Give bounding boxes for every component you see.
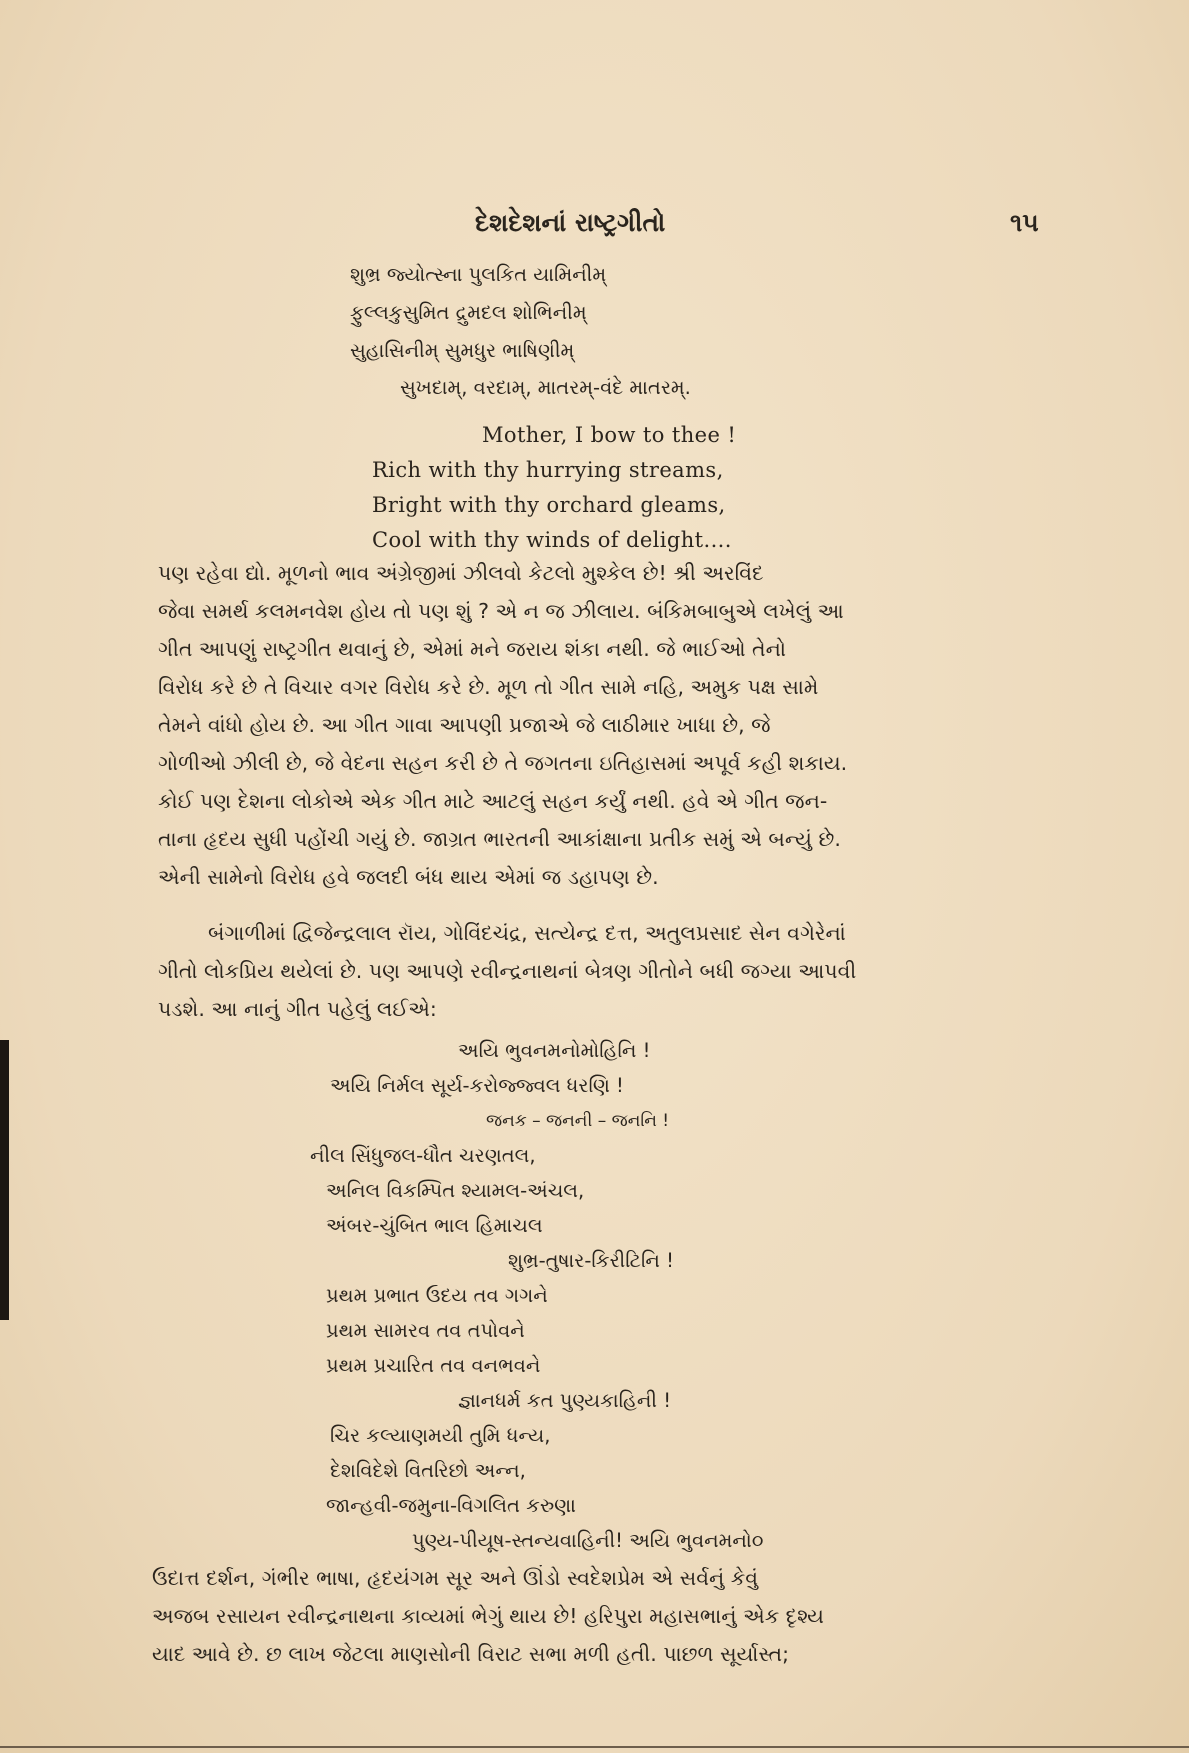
english-verse-line: Bright with thy orchard gleams, [372, 493, 726, 517]
page-number: ૧૫ [1010, 208, 1039, 237]
english-verse-line: Mother, I bow to thee ! [482, 423, 737, 447]
paragraph-line: જેવા સમર્થ કલમનવેશ હોય તો પણ શું ? એ ન જ ઝીલાય. બંકિમબાબુએ લખેલું આ [158, 599, 844, 623]
bottom-rule [0, 1746, 1189, 1748]
song-line: પ્રથમ સામરવ તવ તપોવને [326, 1319, 525, 1342]
song-line: પ્રથમ પ્રચારિત તવ વનભવને [326, 1354, 541, 1377]
song-line: પુણ્ય-પીયૂષ-સ્તન્યવાહિની! અયિ ભુવનમનો૦ [412, 1529, 764, 1552]
english-verse-line: Rich with thy hurrying streams, [372, 458, 724, 482]
song-line: અયિ ભુવનમનોમોહિનિ ! [458, 1039, 651, 1062]
song-line: જાન્હવી-જમુના-વિગલિત કરુણા [326, 1494, 576, 1517]
paragraph-line: તેમને વાંધો હોય છે. આ ગીત ગાવા આપણી પ્રજાએ જે લાઠીમાર ખાધા છે, જે [158, 713, 771, 737]
page-edge-shadow [0, 1040, 9, 1320]
song-line: શુભ્ર-તુષાર-કિરીટિનિ ! [508, 1249, 674, 1272]
paragraph-line: ગોળીઓ ઝીલી છે, જે વેદના સહન કરી છે તે જગતના ઇતિહાસમાં અપૂર્વ કહી શકાય. [158, 751, 848, 775]
verse-line: સુહાસિનીમ્ સુમધુર ભાષિણીમ્ [350, 339, 575, 362]
song-line: અનિલ વિકમ્પિત શ્યામલ-અંચલ, [326, 1179, 585, 1202]
paragraph-line: ગીતો લોકપ્રિય થયેલાં છે. પણ આપણે રવીન્દ્રનાથનાં બેત્રણ ગીતોને બધી જગ્યા આપવી [158, 959, 857, 983]
song-line: અંબર-ચુંબિત ભાલ હિમાચલ [326, 1214, 543, 1237]
song-line: જનક – જનની – જનનિ ! [486, 1111, 670, 1131]
paragraph-line: તાના હૃદય સુધી પહોંચી ગયું છે. જાગ્રત ભારતની આકાંક્ષાના પ્રતીક સમું એ બન્યું છે. [158, 827, 841, 851]
song-line: અયિ નિર્મલ સૂર્ય-કરોજ્જ્વલ ધરણિ ! [330, 1074, 624, 1097]
page-title: દેશદેશનાં રાષ્ટ્રગીતો [475, 208, 666, 237]
song-line: નીલ સિંધુજલ-ધૌત ચરણતલ, [310, 1144, 536, 1167]
paragraph-line: યાદ આવે છે. છ લાખ જેટલા માણસોની વિરાટ સભા મળી હતી. પાછળ સૂર્યાસ્ત; [152, 1642, 790, 1666]
paragraph-line: ગીત આપણું રાષ્ટ્રગીત થવાનું છે, એમાં મને જરાય શંકા નથી. જે ભાઈઓ તેનો [158, 637, 787, 661]
verse-line: ફુલ્લકુસુમિત દ્રુમદલ શોભિનીમ્ [350, 301, 587, 324]
paragraph-line: અજબ રસાયન રવીન્દ્રનાથના કાવ્યમાં ભેગું થાય છે! હરિપુરા મહાસભાનું એક દૃશ્ય [152, 1604, 824, 1628]
song-line: દેશવિદેશે વિતરિછો અન્ન, [330, 1459, 526, 1482]
paragraph-line: કોઈ પણ દેશના લોકોએ એક ગીત માટે આટલું સહન કર્યું નથી. હવે એ ગીત જન- [158, 789, 828, 813]
paragraph-line: પડશે. આ નાનું ગીત પહેલું લઈએ: [158, 997, 437, 1021]
song-line: ચિર કલ્યાણમયી તુમિ ધન્ય, [330, 1424, 551, 1447]
song-line: પ્રથમ પ્રભાત ઉદય તવ ગગને [326, 1284, 548, 1307]
verse-line: સુખદામ્, વરદામ્, માતરમ્-વંદે માતરમ્. [400, 376, 691, 399]
paragraph-line: બંગાળીમાં દ્વિજેન્દ્રલાલ રૉય, ગોવિંદચંદ્ર, સત્યેન્દ્ર દત્ત, અતુલપ્રસાદ સેન વગેરેનાં [208, 921, 846, 945]
song-line: જ્ઞાનધર્મ કત પુણ્યકાહિની ! [458, 1389, 672, 1412]
paragraph-line: ઉદાત્ત દર્શન, ગંભીર ભાષા, હૃદયંગમ સૂર અને ઊંડો સ્વદેશપ્રેમ એ સર્વનું કેવું [152, 1566, 759, 1590]
running-header [0, 208, 1189, 248]
paragraph-line: એની સામેનો વિરોધ હવે જલદી બંધ થાય એમાં જ ડહાપણ છે. [158, 865, 659, 889]
verse-line: શુભ્ર જ્યોત્સ્ના પુલકિત યામિનીમ્ [350, 263, 607, 286]
paragraph-line: વિરોધ કરે છે તે વિચાર વગર વિરોધ કરે છે. મૂળ તો ગીત સામે નહિ, અમુક પક્ષ સામે [158, 675, 819, 699]
paragraph-line: પણ રહેવા દ્યો. મૂળનો ભાવ અંગ્રેજીમાં ઝીલવો કેટલો મુશ્કેલ છે! શ્રી અરવિંદ [158, 561, 764, 585]
english-verse-line: Cool with thy winds of delight.... [372, 528, 732, 552]
